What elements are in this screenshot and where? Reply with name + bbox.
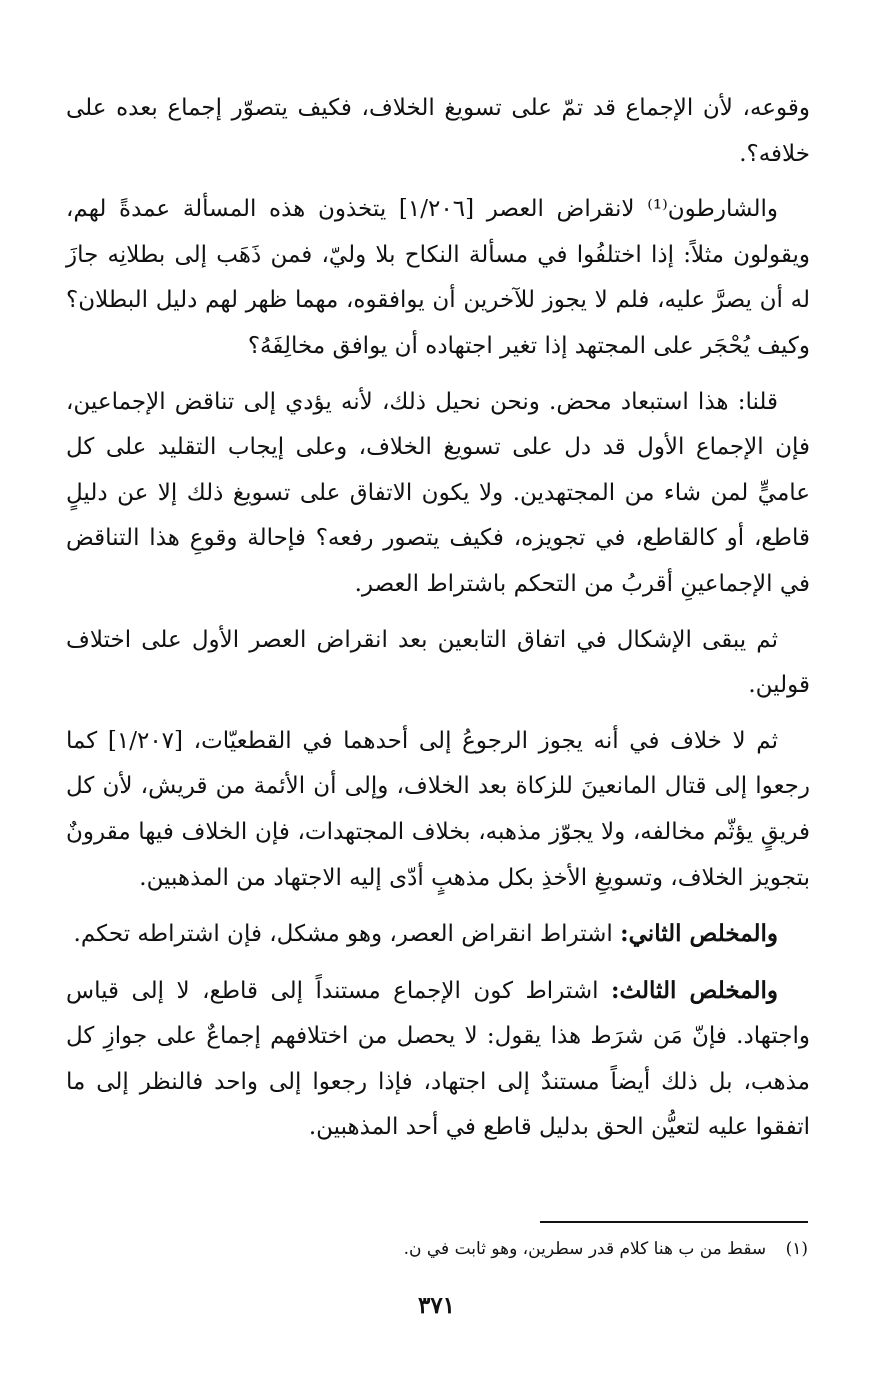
paragraph-1	[66, 86, 810, 177]
paragraph-3-text: قلنا: هذا استبعاد محض. ونحن نحيل ذلك، لأنه يؤدي إلى تناقض الإجماعين، فإن الإجماع الأول قد دل على تسويغ الخلاف، وعلى إيجاب التقليد على كل عاميٍّ لمن شاء من المجتهدين. ولا يكون الاتفاق على تسويغ ذلك إلا عن دليلٍ قاطع، أو كالقاطع، في تجويزه، فكيف يتصور رفعه؟ فإحالة وقوعِ هذا التناقض في الإجماعينِ أقربُ من التحكم باشتراط العصر.	[66, 388, 810, 597]
paragraph-7-heading: والمخلص الثالث:	[610, 976, 778, 1004]
paragraph-7-text: اشتراط كون الإجماع مستنداً إلى قاطع، لا إلى قياس واجتهاد. فإنّ مَن شرَط هذا يقول: لا يحصل من اختلافهم إجماعٌ على جوازِ كل مذهب، بل ذلك أيضاً مستندٌ إلى اجتهاد، فإذا رجعوا إلى واحد فالنظر إلى ما اتفقوا عليه لتعيُّن الحق بدليل قاطع في أحد المذهبين.	[66, 977, 810, 1141]
footnote-marker: (١)	[785, 1239, 808, 1259]
main-text	[66, 86, 810, 1161]
footnote-separator	[540, 1221, 808, 1223]
footnote	[300, 1236, 808, 1262]
paragraph-6-heading: والمخلص الثاني:	[620, 920, 778, 948]
paragraph-3	[66, 380, 810, 608]
paragraph-6	[66, 911, 810, 958]
paragraph-2	[66, 187, 810, 369]
paragraph-4	[66, 618, 810, 709]
paragraph-6-text: اشتراط انقراض العصر، وهو مشكل، فإن اشتراطه تحكم.	[73, 921, 613, 948]
paragraph-2-text: والشارطون⁽¹⁾ لانقراض العصر [١/٢٠٦] يتخذون هذه المسألة عمدةً لهم، ويقولون مثلاً: إذا اختلفُوا في مسألة النكاح بلا وليّ، فمن ذَهَب إلى بطلانِه جازَ له أن يصرَّ عليه، فلم لا يجوز للآخرين أن يوافقوه، مهما ظهر لهم دليل البطلان؟ وكيف يُحْجَر على المجتهد إذا تغير اجتهاده أن يوافق مخالِفَهُ؟	[66, 196, 810, 359]
paragraph-7	[66, 968, 810, 1151]
paragraph-1-text: وقوعه، لأن الإجماع قد تمّ على تسويغ الخلاف، فكيف يتصوّر إجماع بعده على خلافه؟.	[66, 95, 810, 167]
page-number: ٣٧١	[417, 1292, 456, 1319]
paragraph-5	[66, 719, 810, 901]
footnote-text: سقط من ب هنا كلام قدر سطرين، وهو ثابت في ن.	[403, 1239, 767, 1259]
paragraph-5-text: ثم لا خلاف في أنه يجوز الرجوعُ إلى أحدهما في القطعيّات، [١/٢٠٧] كما رجعوا إلى قتال المانعينَ للزكاة بعد الخلاف، وإلى أن الأئمة من قريش، لأن كل فريقٍ يؤثّم مخالفه، ولا يجوّز مذهبه، بخلاف المجتهدات، فإن الخلاف فيها مقرونٌ بتجويز الخلاف، وتسويغِ الأخذِ بكل مذهبٍ أدّى إليه الاجتهاد من المذهبين.	[66, 727, 810, 891]
paragraph-4-text: ثم يبقى الإشكال في اتفاق التابعين بعد انقراض العصر الأول على اختلاف قولين.	[66, 626, 810, 699]
